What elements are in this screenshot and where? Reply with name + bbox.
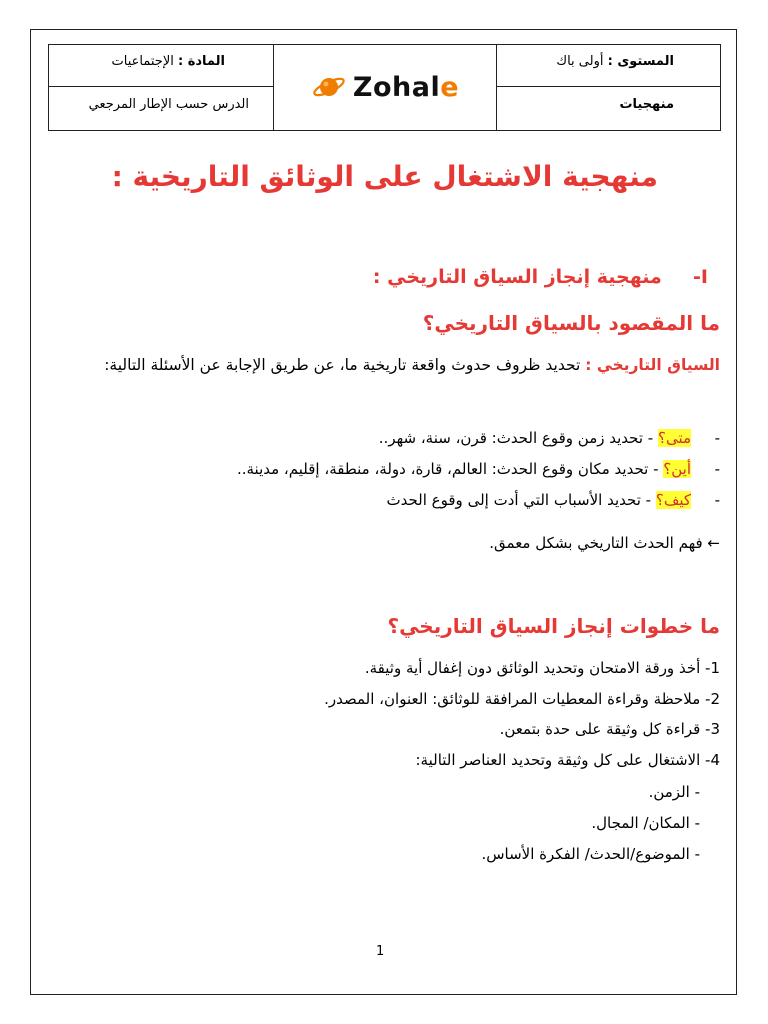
page-number: 1	[376, 944, 385, 959]
type-cell: منهجيات	[619, 97, 674, 112]
step-item: 3- قراءة كل وثيقة على حدة بتمعن.	[499, 720, 720, 738]
subject-cell	[49, 54, 273, 69]
substep-item: - المكان/ المجال.	[591, 814, 700, 832]
definition-paragraph	[100, 352, 720, 379]
level-cell	[496, 54, 720, 69]
conclusion-line: ← فهم الحدث التاريخي بشكل معمق.	[489, 534, 720, 552]
section-1-number: I-	[693, 266, 708, 288]
definition-text: تحديد ظروف حدوث واقعة تاريخية ما، عن طريق الإجابة عن الأسئلة التالية:	[104, 356, 586, 374]
question-2-heading: ما خطوات إنجاز السياق التاريخي؟	[387, 614, 720, 638]
step-item: 1- أخذ ورقة الامتحان وتحديد الوثائق دون إغفال أية وثيقة.	[364, 659, 720, 677]
planet-ring-icon	[311, 71, 347, 103]
subject-value: الإجتماعيات	[111, 54, 178, 69]
question-text: - تحديد الأسباب التي أدت إلى وقوع الحدث	[386, 491, 656, 509]
question-key-how: كيف؟	[655, 491, 692, 509]
question-item	[379, 429, 720, 447]
page-title: منهجية الاشتغال على الوثائق التاريخية :	[111, 160, 658, 193]
substep-item: - الموضوع/الحدث/ الفكرة الأساس.	[481, 845, 700, 863]
bullet-dash: -	[714, 460, 720, 478]
step-item: 4- الاشتغال على كل وثيقة وتحديد العناصر التالية:	[415, 751, 720, 769]
bullet-dash: -	[714, 429, 720, 447]
logo	[274, 59, 496, 115]
step-item: 2- ملاحظة وقراءة المعطيات المرافقة للوثائق: العنوان، المصدر.	[324, 690, 720, 708]
section-1-heading	[373, 266, 708, 288]
level-label: المستوى :	[607, 54, 674, 69]
logo-text-main: Zohal	[352, 71, 441, 103]
header-table	[48, 44, 721, 131]
section-1-title: منهجية إنجاز السياق التاريخي :	[372, 266, 662, 288]
bullet-dash: -	[714, 491, 720, 509]
question-1-heading: ما المقصود بالسياق التاريخي؟	[422, 311, 720, 335]
substep-item: - الزمن.	[648, 783, 700, 801]
question-key-where: أين؟	[663, 460, 692, 478]
lesson-cell: الدرس حسب الإطار المرجعي	[88, 97, 249, 112]
logo-text	[353, 72, 459, 103]
subject-label: المادة :	[177, 54, 225, 69]
header-row-divider-left	[49, 86, 273, 87]
question-text: - تحديد زمن وقوع الحدث: قرن، سنة، شهر..	[378, 429, 658, 447]
logo-text-accent: e	[440, 71, 460, 103]
question-text: - تحديد مكان وقوع الحدث: العالم، قارة، دولة، منطقة، إقليم، مدينة..	[236, 460, 664, 478]
question-item	[237, 460, 720, 478]
header-row-divider-right	[496, 86, 720, 87]
question-key-when: متى؟	[657, 429, 692, 447]
definition-term: السياق التاريخي :	[585, 356, 720, 374]
level-value: أولى باك	[556, 54, 608, 69]
question-item	[387, 491, 721, 509]
